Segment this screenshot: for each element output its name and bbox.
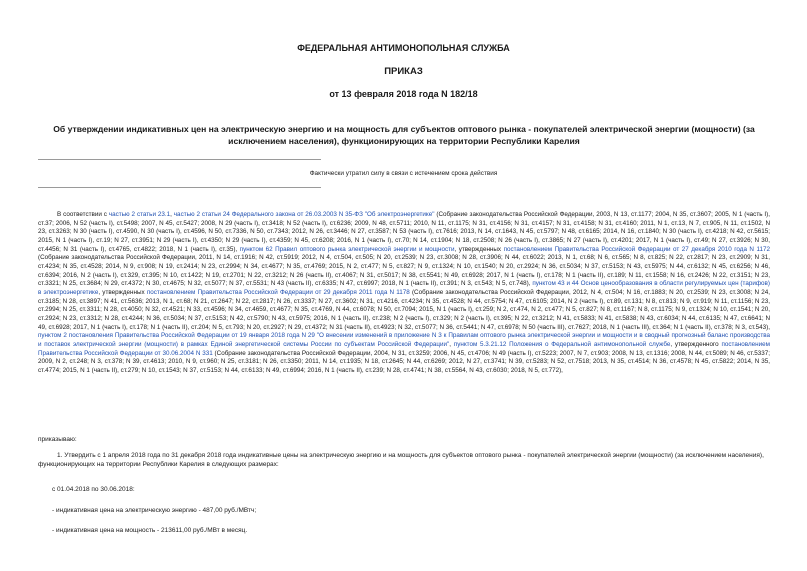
item-1-paragraph: 1. Утвердить с 1 апреля 2018 года по 31 декабря 2018 года индикативные цены на электрическую энергию и на мощность для субъектов оптового рынка - покупателей электрической энергии (мощности) (за исключением населения), функционирующих на территории Республики Карелия в следующих размерах:	[38, 452, 764, 468]
law-link[interactable]: пунктом 2 постановления Правительства Российской Федерации от 19 января 2018 года N 29 "О внесении изменений в приложение N 3 к Правилам оптового рынка электрической энергии и мощности и в сводный прогнозный баланс производства и поставок электрической энергии (мощности) в рамках Единой энергетической системы России по субъектам Российской Федерации"	[38, 332, 770, 348]
preamble-text: (Собрание законодательства Российской Федерации, 2011, N 14, ст.1916; N 42, ст.5919; 2012, N 4, ст.504, ст.505; N 20, ст.2539; N 23, ст.3008; N 28, ст.3906; N 44, ст.6022; 2013, N 1, ст.68; N 6, ст.565; N 8, ст.825; N 22, ст.2817; N 23, ст.2909; N 31, ст.4234; N 35, ст.4528; 2014, N 9, ст.908; N 19, ст.2414; N 23, ст.2994; N 34, ст.4677; N 35, ст.4769; 2015, N 2, ст.477; N 5, ст.827; N 9, ст.1324; N 10, ст.1540; N 20, ст.2924; N 36, ст.5034; N 37, ст.5153; N 43, ст.5975; N 44, ст.6132; N 45, ст.6256; N 46, ст.6394; 2016, N 2 (часть I), ст.329, ст.395; N 10, ст.1422; N 19, ст.2701; N 22, ст.3212; N 26 (часть II), ст.4067; N 31, ст.5017; N 38, ст.5541; N 49, ст.6928; 2017, N 1 (часть I), ст.178; N 1 (часть II), ст.189; N 11, ст.1558; N 16, ст.2426; N 22, ст.3151; N 23, ст.3321; N 25, ст.3684; N 29, ст.4372; N 30, ст.4675; N 32, ст.5077; N 37, ст.5531; N 43 (часть II), ст.6335; N 47, ст.6997; 2018, N 1 (часть II), ст.391; N 3, ст.543; N 5, ст.748),	[38, 254, 770, 288]
law-link[interactable]: пунктом 43 и 44 Основ ценообразования в области регулируемых цен (тарифов) в электроэнергетике	[38, 280, 770, 296]
preamble-paragraph	[38, 211, 770, 375]
preamble-text: , утвержденных	[98, 288, 147, 296]
divider-bottom	[38, 187, 321, 188]
preamble-text: ,	[449, 340, 454, 348]
preamble-text: , утвержденных	[454, 245, 504, 253]
energy-price-line: - индикативная цена на электрическую энергию - 487,00 руб./МВтч;	[52, 507, 257, 514]
law-link[interactable]: частью 2 статьи 23.1	[108, 211, 171, 218]
ordered-phrase: приказываю:	[38, 436, 77, 443]
preamble-text: , утвержденного	[670, 340, 722, 348]
document-date-number: от 13 февраля 2018 года N 182/18	[329, 89, 478, 99]
preamble-text: (Собрание законодательства Российской Федерации, 2012, N 4, ст.504; N 16, ст.1883; N 20, ст.2539; N 23, ст.3008; N 24, ст.3185; N 28, ст.3897; N 41, ст.5636; 2013, N 1, ст.68; N 21, ст.2647; N 22, ст.2817; N 26, ст.3337; N 27, ст.3602; N 31, ст.4216, ст.4234; N 35, ст.4528; N 44, ст.5754; N 47, ст.6105; 2014, N 2 (часть I), ст.89, ст.131; N 8, ст.813; N 9, ст.919; N 11, ст.1156; N 23, ст.2994; N 25, ст.3311; N 28, ст.4050; N 32, ст.4521; N 33, ст.4596; N 34, ст.4659, ст.4677; N 35, ст.4769, N 44, ст.6078; N 50, ст.7094; 2015, N 1 (часть I), ст.259; N 2, ст.474, N 2, ст.477; N 5, ст.827; N 8, ст.1167; N 8, ст.1175; N 9, ст.1324; N 10, ст.1541; N 20, ст.2924; N 23, ст.3312; N 28, ст.4244; N 36, ст.5034; N 37, ст.5153; N 42, ст.5790; N 43, ст.5975; 2016, N 1 (часть II), ст.238; N 2 (часть I), ст.329; N 2 (часть I), ст.395; N 22, ст.3212; N 41, ст.5833; N 41, ст.5838; N 43, ст.6034; N 44, ст.6135; N 47, ст.6641; N 49, ст.6928; 2017, N 1 (часть I), ст.178; N 1 (часть II), ст.204; N 5, ст.793; N 20, ст.2927; N 29, ст.4372; N 31 (часть II), ст.4923; N 32, ст.5077; N 36, ст.5441; N 47, ст.6978; N 50 (часть III), ст.7627; 2018, N 1 (часть III), ст.364; N 1 (часть II), ст.378; N 3, ст.543),	[38, 288, 771, 331]
preamble-text: (Собрание законодательства Российской Федерации, 2003, N 13, ст.1177; 2004, N 35, ст.3607; 2005, N 1 (часть I), ст.37; 2006, N 52 (часть I), ст.5498; 2007, N 45, ст.5427; 2008, N 29 (часть I), ст.3418; N 52 (часть I), ст.6236; 2009, N 48, ст.5711; 2010, N 11, ст.1175; N 31, ст.4156; N 31, ст.4157; N 31, ст.4158; N 31, ст.4160; 2011, N 1, ст.13, N 7, ст.905, N 11, ст.1502, N 23, ст.3263; N 30 (часть I), ст.4590, N 30 (часть I), ст.4596, N 50, ст.7336, N 50, ст.7343; 2012, N 26, ст.3446; N 27, ст.3587; N 53 (часть I), ст.7616; 2013, N 14, ст.1643, N 45, ст.5797; N 48, ст.6165; 2014, N 16, ст.1840; N 30 (часть I), ст.4218; N 42, ст.5615; 2015, N 1 (часть I), ст.19; N 27, ст.3951; N 29 (часть I), ст.4350; N 29 (часть I), ст.4359; N 45, ст.6208; 2016, N 1 (часть I), ст.70; N 14, ст.1904; N 18, ст.2508; N 26 (часть I), ст.3865; N 27 (часть I), ст.4201; 2017, N 1 (часть I), ст.49; N 27, ст.3926; N 30, ст.4456; N 31 (часть I), ст.4765, ст.4822; 2018, N 1 (часть I), ст.35),	[38, 211, 770, 253]
preamble-text: В соответствии с	[57, 211, 109, 218]
law-link[interactable]: частью 2 статьи 24 Федерального закона от 26.03.2003 N 35-ФЗ "Об электроэнергетике"	[173, 211, 435, 218]
power-price-line: - индикативная цена на мощность - 213611,00 руб./МВт в месяц.	[52, 527, 248, 534]
status-note: Фактически утратил силу в связи с истечением срока действия	[309, 170, 498, 177]
document-title: Об утверждении индикативных цен на электрическую энергию и на мощность для субъектов оптового рынка - покупателей электрической энергии (мощности) (за исключением населения), функционирующих на территории Республики Карелия	[53, 124, 755, 146]
law-link[interactable]: постановлением Правительства Российской Федерации от 29 декабря 2011 года N 1178	[146, 288, 410, 296]
period-line: с 01.04.2018 по 30.06.2018:	[52, 486, 135, 493]
law-link[interactable]: постановлением Правительства Российской Федерации от 30.06.2004 N 331	[38, 340, 771, 357]
divider-top	[38, 159, 321, 160]
law-link[interactable]: пунктом 62 Правил оптового рынка электрической энергии и мощности	[239, 245, 455, 253]
law-link[interactable]: пунктом 5.3.21.12 Положения о Федеральной антимонопольной службе	[453, 340, 671, 348]
agency-name: ФЕДЕРАЛЬНАЯ АНТИМОНОПОЛЬНАЯ СЛУЖБА	[297, 43, 510, 53]
document-kind: ПРИКАЗ	[384, 66, 423, 77]
preamble-text: (Собрание законодательства Российской Федерации, 2004, N 31, ст.3259; 2006, N 45, ст.4706; N 49 (часть I), ст.5223; 2007, N 7, ст.903; 2008, N 13, ст.1316; 2008, N 44, ст.5089; N 46, ст.5337; 2009, N 2, ст.248; N 3, ст.378; N 39, ст.4613; 2010, N 9, ст.960; N 25, ст.3181; N 26, ст.3350; 2011, N 14, ст.1935; N 18, ст.2645; N 44, ст.6269; 2012, N 27, ст.3741; N 39, ст.5283; N 52, ст.7518; 2013, N 35, ст.4514; N 36, ст.4578; N 45, ст.5822; 2014, N 35, ст.4774; 2015, N 1 (часть II), ст.279; N 10, ст.1543; N 37, ст.5153; N 44, ст.6133; N 49, ст.6994; 2016, N 1 (часть II), ст.239; N 28, ст.4741; N 38, ст.5564, N 43, ст.6030; 2018, N 5, ст.772),	[38, 349, 770, 374]
law-link[interactable]: постановлением Правительства Российской Федерации от 27 декабря 2010 года N 1172	[503, 245, 770, 253]
preamble-text: ,	[170, 211, 174, 218]
